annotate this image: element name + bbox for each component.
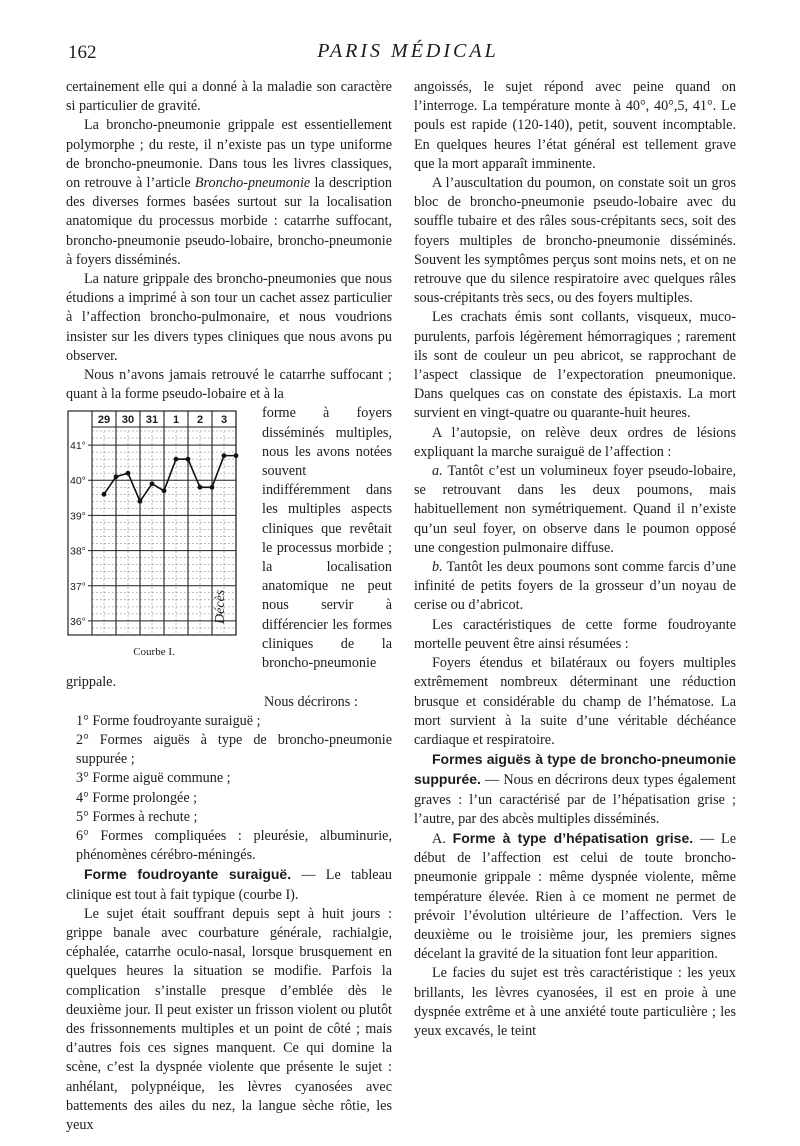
paragraph: Foyers étendus et bilatéraux ou foyers multiples extrêmement nombreux déterminant une réduction brusque et considérable du champ de l’hématose. La mort survient à la suite d’une véritable déchéance cardiaque et respiratoire. [414, 655, 736, 748]
figure-caption: Courbe I. [133, 646, 175, 659]
temperature-point [162, 489, 167, 494]
chart-svg [66, 407, 242, 641]
text: Tantôt c’est un volumineux foyer pseudo-lobaire, se retrouvant dans les deux poumons, mais habituellement non symétriquement. Quand il n’existe qu’un seul foyer, on observe dans le poumon opposé une congestion pulmonaire diffuse. [414, 463, 736, 556]
paragraph: Les caractéristiques de cette forme foudroyante mortelle peuvent être ainsi résumées : [414, 616, 736, 652]
day-label: 30 [121, 414, 135, 427]
temperature-tick-label: 38° [70, 546, 86, 559]
temperature-point [198, 485, 203, 490]
temperature-point [126, 471, 131, 476]
list-item: 2° Formes aiguës à type de broncho-pneumonie suppurée ; [76, 731, 392, 768]
section-heading: Formes aiguës à type de broncho-pneumonie suppurée. [414, 751, 736, 788]
paragraph [66, 116, 392, 270]
day-label: 31 [145, 414, 159, 427]
day-label: 1 [172, 414, 180, 427]
item-label: b. [432, 559, 443, 576]
paragraph: A l’autopsie, on relève deux ordres de lésions expliquant la marche suraiguë de l’affection : [414, 424, 736, 460]
text: — Nous en décrirons deux types également graves : l’un caractérisé par de l’hépatisation grise ; l’autre, par des abcès multiples disséminés. [414, 772, 736, 827]
temperature-point [150, 482, 155, 487]
paragraph: certainement elle qui a donné à la maladie son caractère si particulier de gravité. [66, 79, 392, 115]
day-label: 3 [220, 414, 228, 427]
paragraph [414, 462, 736, 558]
day-label: 29 [97, 414, 111, 427]
section-heading: Forme foudroyante suraiguë. [84, 866, 292, 883]
temperature-tick-label: 36° [70, 616, 86, 629]
temperature-tick-label: 41° [70, 440, 86, 453]
list-item: 5° Formes à rechute ; [76, 808, 198, 825]
temperature-point [234, 454, 239, 459]
temperature-tick-label: 39° [70, 510, 86, 523]
text: La broncho-pneumonie grippale est essentiellement polymorphe ; du reste, il n’existe pas un type uniforme de broncho-pneumonie. Dans tous les livres classiques, on retrouve à l’article [66, 117, 392, 192]
temperature-point [174, 457, 179, 462]
paragraph: forme à foyers disséminés multiples, nous les avons notées souvent indifféremment dans les multiples aspects cliniques que revêtait le processus morbide ; la localisation anatomique ne peut nous servir à différencier les formes cliniques de la broncho-pneumonie grippale. [66, 405, 392, 691]
paragraph: Nous n’avons jamais retrouvé le catarrhe suffocant ; quant à la forme pseudo-lobaire et à la [66, 367, 392, 403]
paragraph: Le facies du sujet est très caractéristique : les yeux brillants, les lèvres cyanosées, il est en proie à une dyspnée extrême et à une anxiété toute particulière ; les yeux excavés, le teint [414, 965, 736, 1039]
chart-plot [102, 454, 239, 505]
page-number: 162 [68, 42, 97, 63]
temperature-tick-label: 37° [70, 581, 86, 594]
text: la description des diverses formes basées surtout sur la localisation anatomique du processus morbide : catarrhe suffocant, broncho-pneumonie pseudo-lobaire, broncho-pneumonie à foyers disséminés. [66, 175, 392, 268]
list-item: 4° Forme prolongée ; [76, 789, 198, 806]
temperature-chart [66, 407, 252, 661]
list-item: 1° Forme foudroyante suraiguë ; [76, 712, 261, 729]
paragraph [414, 558, 736, 616]
chart-axis-labels [70, 414, 228, 628]
left-column [66, 78, 392, 1135]
italic-term: Broncho-pneumonie [194, 175, 311, 192]
forms-list [66, 712, 392, 866]
temperature-tick-label: 40° [70, 475, 86, 488]
text: — Le tableau clinique est tout à fait typique (courbe I). [66, 867, 392, 903]
paragraph: Nous décrirons : [264, 693, 358, 710]
right-column [414, 78, 736, 1041]
paragraph: Le sujet était souffrant depuis sept à huit jours : grippe banale avec courbature générale, rachialgie, céphalée, catarrhe oculo-nasal, lorsque brusquement en quelques heures la situation se modifie. Parfois la complication s’installe presque d’emblée dès le deuxième jour. Il peut exister un frisson violent ou plutôt des frissonnements multiples et un point de côté ; mais d’autres fois ces signes manquent. Ce qui domine la scène, c’est la dyspnée violente que présente le sujet : anhélant, polypnéique, les lèvres cyanosées avec battements des ailes du nez, la langue sèche rôtie, les yeux [66, 905, 392, 1133]
running-title: PARIS MÉDICAL [317, 40, 499, 62]
paragraph: Les crachats émis sont collants, visqueux, muco-purulents, parfois légèrement hémorragiques ; rarement ils sont de couleur un peu abricot, se rapprochant de l’aspect classique de l’expectoration pneumonique. Dans quelques cas on constate des épistaxis. La mort survient en vingt-quatre ou quarante-huit heures. [414, 309, 736, 422]
list-item: 6° Formes compliquées : pleurésie, albuminurie, phénomènes cérébro-méningés. [76, 827, 392, 864]
paragraph: La nature grippale des broncho-pneumonies que nous étudions a imprimé à son tour un cachet assez particulier à l’affection broncho-pulmonaire, et nous voudrions insister sur les divers types cliniques que nous avons pu observer. [66, 271, 392, 364]
list-item: 3° Forme aiguë commune ; [76, 770, 231, 787]
section-paragraph [414, 829, 736, 964]
temperature-point [222, 454, 227, 459]
temperature-point [138, 499, 143, 504]
text: — Le début de l’affection est celui de toute broncho-pneumonie grippale : même dyspnée violente, même température élevée. Rien à ce moment ne permet de prévoir l’évolution ultérieure de l’affection. Vers le deuxième ou le troisième jour, les premiers signes décelant la gravité de la situation font leur apparition. [414, 830, 737, 963]
paragraph: A l’auscultation du poumon, on constate soit un gros bloc de broncho-pneumonie pseudo-lobaire avec du souffle tubaire et des râles sous-crépitants secs, soit des foyers multiples de broncho-pneumonie disséminés. Souvent les symptômes perçus sont moins nets, et on ne retrouve que du silence respiratoire avec quelques râles sous-crépitants très secs, ou des foyers multiples. [414, 175, 736, 307]
section-paragraph [414, 750, 736, 829]
subsection-letter: A. [432, 830, 453, 847]
temperature-point [210, 485, 215, 490]
temperature-point [186, 457, 191, 462]
item-label: a. [432, 463, 443, 480]
temperature-point [114, 475, 119, 480]
death-annotation: Décès [213, 590, 228, 625]
page-header [68, 40, 748, 70]
section-paragraph [66, 865, 392, 904]
paragraph: angoissés, le sujet répond avec peine quand on l’interroge. La température monte à 40°, 40°,5, 41°. Le pouls est rapide (120-140), petit, souvent incomptable. En quelques heures l’état général est tellement grave que la mort apparaît imminente. [414, 79, 736, 172]
subsection-heading: Forme à type d’hépatisation grise. [452, 829, 694, 846]
temperature-point [102, 492, 107, 497]
text: Tantôt les deux poumons sont comme farcis d’une infinité de petits foyers de la grosseur d’un noyau de cerise ou d’abricot. [414, 559, 736, 614]
day-label: 2 [196, 414, 204, 427]
